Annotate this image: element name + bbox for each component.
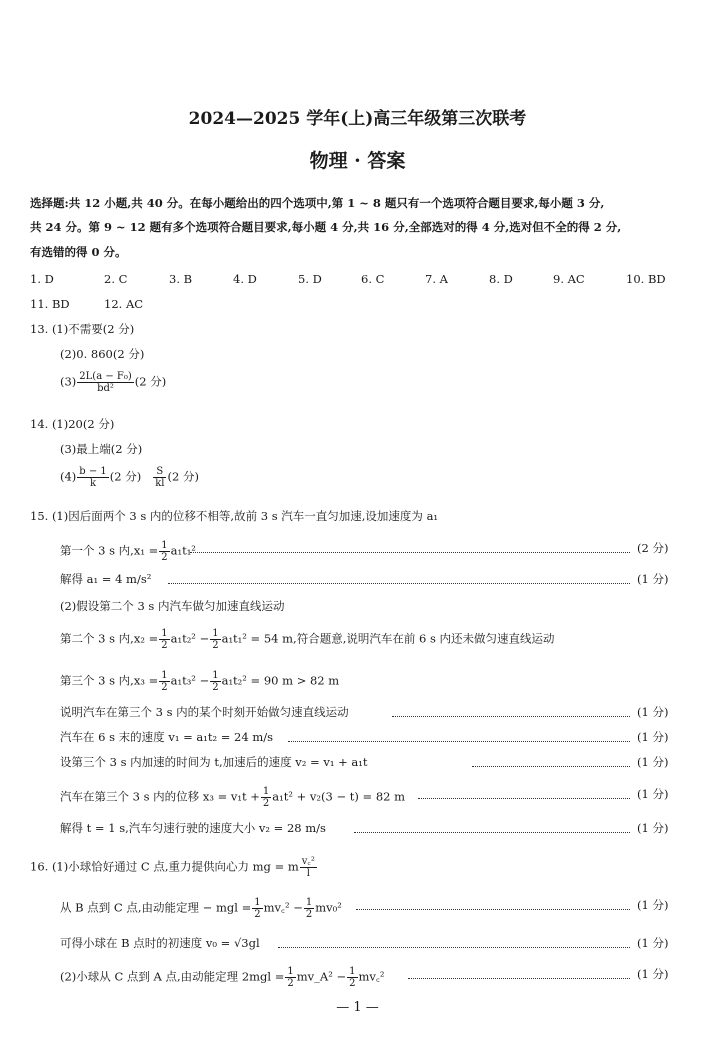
q16-score-1: (1 分) (637, 898, 669, 912)
dot-leader (408, 978, 630, 979)
dot-leader (278, 947, 630, 948)
q16-score-3: (1 分) (637, 967, 669, 981)
dot-leader (472, 766, 630, 767)
answer-12: 12. AC (104, 297, 144, 311)
answer-1: 1. D (30, 272, 54, 286)
answer-3: 3. B (169, 272, 193, 286)
q14-part4: (4) $\frac{b - 1}{k}$ (2 分) $\frac{S}{kl}$ (2 分) (60, 466, 199, 489)
q13-part3: (3) $\frac{\text{2L(a − F₀)}}{\text{bd²}}$ (2 分) (60, 371, 167, 394)
answer-5: 5. D (298, 272, 322, 286)
q16-score-2: (1 分) (637, 936, 669, 950)
q15-line-9: 设第三个 3 s 内加速的时间为 t,加速后的速度 v₂ = v₁ + a₁t (60, 755, 368, 769)
q15-line-8: 汽车在 6 s 末的速度 v₁ = a₁t₂ = 24 m/s (60, 730, 274, 744)
q15-line-6: 第三个 3 s 内,x₃ = $\frac{1}{2}$ a₁t₃² − $\frac{1}{2}$ a₁t₂² = 90 m > 82 m (60, 670, 340, 693)
q15-score-7: (1 分) (637, 821, 669, 835)
q13-fraction: $\frac{\text{2L(a − F₀)}}{\text{bd²}}$ (79, 371, 132, 394)
dot-leader (356, 909, 630, 910)
dot-leader (190, 552, 630, 553)
intro-line-3: 有选错的得 0 分。 (30, 245, 127, 259)
page-number: — 1 — (336, 1000, 379, 1015)
q15-line-1: 15. (1)因后面两个 3 s 内的位移不相等,故前 3 s 汽车一直匀加速,设加速度为 a₁ (30, 509, 439, 523)
q15-line-11: 解得 t = 1 s,汽车匀速行驶的速度大小 v₂ = 28 m/s (60, 821, 326, 835)
q15-line-7: 说明汽车在第三个 3 s 内的某个时刻开始做匀速直线运动 (60, 705, 349, 719)
q14-part1: 14. (1)20(2 分) (30, 417, 115, 431)
dot-leader (392, 716, 630, 717)
dot-leader (288, 741, 630, 742)
q16-line-3: 可得小球在 B 点时的初速度 v₀ = √3gl (60, 936, 260, 950)
dot-leader (168, 583, 630, 584)
dot-leader (418, 798, 630, 799)
q15-line-5: 第二个 3 s 内,x₂ = $\frac{1}{2}$ a₁t₂² − $\frac{1}{2}$ a₁t₁² = 54 m,符合题意,说明汽车在前 6 s 内还未做匀速直线运动 (60, 628, 555, 651)
q13-part2: (2)0. 860(2 分) (60, 347, 145, 361)
q15-score-2: (1 分) (637, 572, 669, 586)
answer-2: 2. C (104, 272, 128, 286)
q15-line-10: 汽车在第三个 3 s 内的位移 x₃ = v₁t + $\frac{1}{2}$ a₁t² + v₂(3 − t) = 82 m (60, 786, 406, 809)
q14-fraction-2: $\frac{S}{kl}$ (155, 466, 165, 489)
q15-score-3: (1 分) (637, 705, 669, 719)
q16-line-4: (2)小球从 C 点到 A 点,由动能定理 2mgl = $\frac{1}{2}$ mv_A² − $\frac{1}{2}$ mv꜀² (60, 966, 385, 989)
exam-title: 2024—2025 学年(上)高三年级第三次联考 (188, 109, 527, 129)
q15-score-4: (1 分) (637, 730, 669, 744)
q15-score-1: (2 分) (637, 541, 669, 555)
dot-leader (354, 832, 630, 833)
q13-part1: 13. (1)不需要(2 分) (30, 322, 135, 336)
answer-7: 7. A (425, 272, 448, 286)
q14-fraction-1: $\frac{b - 1}{k}$ (79, 466, 107, 489)
answer-9: 9. AC (553, 272, 585, 286)
answer-11: 11. BD (30, 297, 70, 311)
intro-line-2: 共 24 分。第 9 ~ 12 题有多个选项符合题目要求,每小题 4 分,共 16 分,全部选对的得 4 分,选对但不全的得 2 分, (30, 220, 622, 234)
answer-10: 10. BD (626, 272, 666, 286)
q14-part3: (3)最上端(2 分) (60, 442, 143, 456)
answer-6: 6. C (361, 272, 385, 286)
answer-8: 8. D (489, 272, 513, 286)
answer-4: 4. D (233, 272, 257, 286)
q15-line-2: 第一个 3 s 内,x₁ = $\frac{1}{2}$ a₁t₁² (60, 540, 196, 563)
q15-score-5: (1 分) (637, 755, 669, 769)
q15-score-6: (1 分) (637, 787, 669, 801)
q15-line-3: 解得 a₁ = 4 m/s² (60, 572, 152, 586)
q15-line-4: (2)假设第二个 3 s 内汽车做匀加速直线运动 (60, 599, 285, 613)
q16-line-2: 从 B 点到 C 点,由动能定理 − mgl = $\frac{1}{2}$ mv꜀² − $\frac{1}{2}$ mv₀² (60, 897, 342, 920)
q16-line-1: 16. (1)小球恰好通过 C 点,重力提供向心力 mg = m $\frac{\text{v꜀²}}{l}$ (30, 856, 315, 879)
intro-line-1: 选择题:共 12 小题,共 40 分。在每小题给出的四个选项中,第 1 ~ 8 题只有一个选项符合题目要求,每小题 3 分, (30, 196, 605, 210)
exam-subtitle: 物理 · 答案 (309, 150, 406, 172)
